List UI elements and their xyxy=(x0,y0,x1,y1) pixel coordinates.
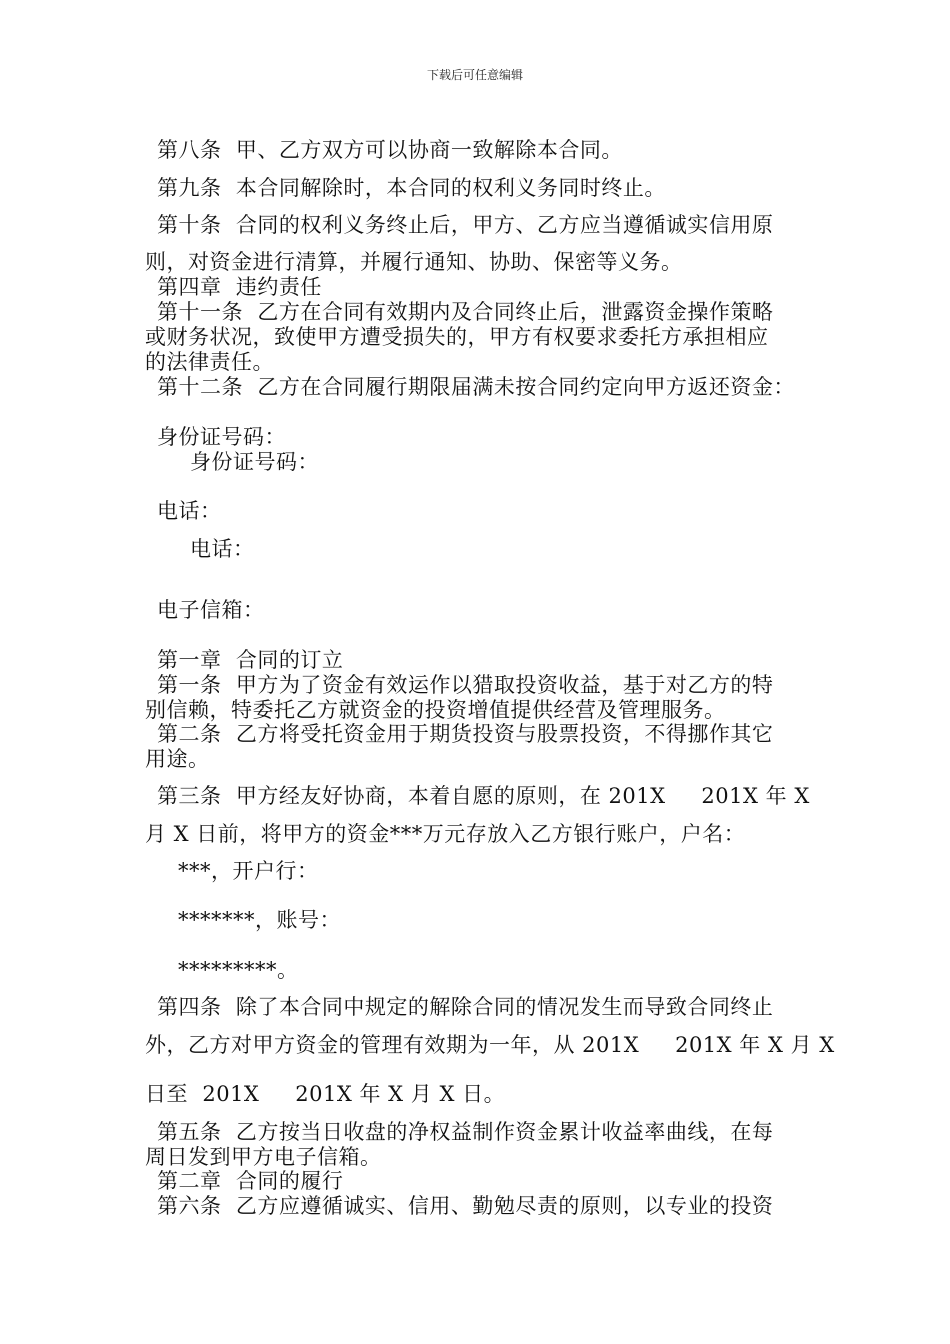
text-line: 月 X 日前，将甲方的资金***万元存放入乙方银行账户，户名： xyxy=(145,822,746,846)
text-line: 第二条 乙方将受托资金用于期货投资与股票投资，不得挪作其它 xyxy=(157,722,774,746)
text-line: 用途。 xyxy=(145,747,210,771)
text-line: ***，开户行： xyxy=(178,859,319,883)
text-line: 第十一条 乙方在合同有效期内及合同终止后，泄露资金操作策略 xyxy=(157,300,774,324)
text-line: 周日发到甲方电子信箱。 xyxy=(145,1145,382,1169)
text-line: 第五条 乙方按当日收盘的净权益制作资金累计收益率曲线，在每 xyxy=(157,1120,774,1144)
text-line: 日至 201X 201X 年 X 月 X 日。 xyxy=(145,1082,506,1106)
text-line: 第六条 乙方应遵循诚实、信用、勤勉尽责的原则，以专业的投资 xyxy=(157,1194,774,1218)
page-header: 下载后可任意编辑 xyxy=(426,68,523,82)
text-line: 第三条 甲方经友好协商，本着自愿的原则，在 201X 201X 年 X xyxy=(157,784,810,808)
text-line: 第四章 违约责任 xyxy=(157,275,322,299)
text-line: 别信赖，特委托乙方就资金的投资增值提供经营及管理服务。 xyxy=(145,698,726,722)
text-line: 电话： xyxy=(157,499,222,523)
text-line: 第一条 甲方为了资金有效运作以猎取投资收益，基于对乙方的特 xyxy=(157,673,774,697)
text-line: 第二章 合同的履行 xyxy=(157,1169,344,1193)
text-line: *******，账号： xyxy=(178,908,341,932)
text-line: 电话： xyxy=(190,537,255,561)
text-line: 第十二条 乙方在合同履行期限届满未按合同约定向甲方返还资金： xyxy=(157,375,795,399)
text-line: 第十条 合同的权利义务终止后，甲方、乙方应当遵循诚实信用原 xyxy=(157,213,774,237)
text-line: 第四条 除了本合同中规定的解除合同的情况发生而导致合同终止 xyxy=(157,995,774,1019)
text-line: *********。 xyxy=(178,958,299,982)
text-line: 第九条 本合同解除时，本合同的权利义务同时终止。 xyxy=(157,176,666,200)
text-line: 外，乙方对甲方资金的管理有效期为一年，从 201X 201X 年 X 月 X xyxy=(145,1033,835,1057)
text-line: 电子信箱： xyxy=(157,598,265,622)
text-line: 或财务状况，致使甲方遭受损失的，甲方有权要求委托方承担相应 xyxy=(145,325,769,349)
text-line: 身份证号码： xyxy=(157,425,286,449)
text-line: 第一章 合同的订立 xyxy=(157,648,344,672)
text-line: 第八条 甲、乙方双方可以协商一致解除本合同。 xyxy=(157,138,623,162)
text-line: 的法律责任。 xyxy=(145,350,274,374)
text-line: 则，对资金进行清算，并履行通知、协助、保密等义务。 xyxy=(145,250,683,274)
text-line: 身份证号码： xyxy=(190,450,319,474)
